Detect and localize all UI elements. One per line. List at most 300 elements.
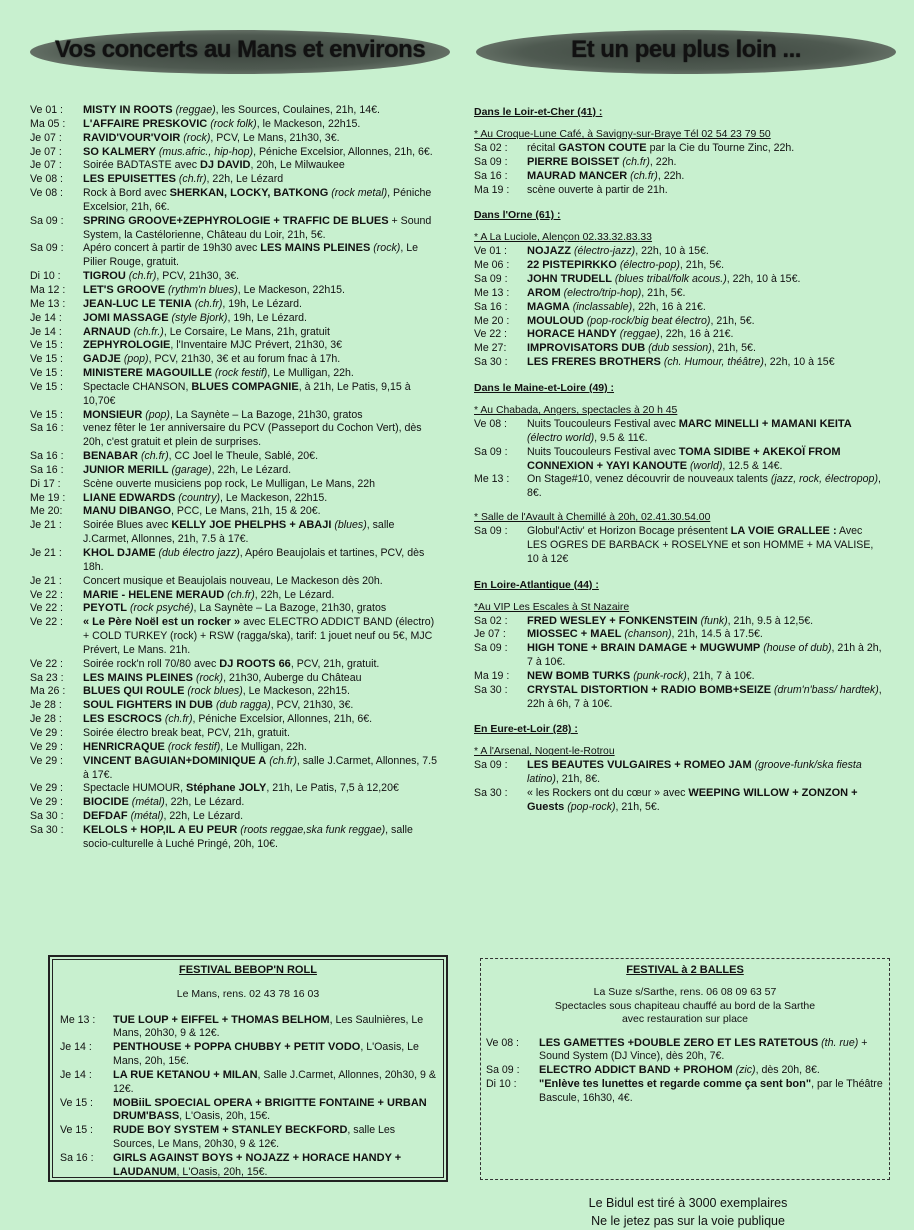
venue-name: A La Luciole, Alençon xyxy=(480,232,580,244)
event-artist: ARNAUD xyxy=(83,325,131,338)
event-genre: (pop-rock/big beat électro) xyxy=(586,314,711,327)
event-prefix: Globul'Activ' et Horizon Bocage présentent xyxy=(527,525,731,538)
event-date: Ma 26 : xyxy=(30,685,66,698)
right-event-list xyxy=(474,94,884,815)
event-details: , La Saynète – La Bazoge, 21h30, gratos xyxy=(169,408,363,421)
event-prefix: récital xyxy=(527,142,559,154)
event-date: Ve 29 : xyxy=(30,754,63,767)
event-artist: DEFDAF xyxy=(83,810,128,823)
venue-bullet: * xyxy=(474,404,481,416)
event-genre: (rock festif) xyxy=(214,367,268,380)
event-date: Ve 15 : xyxy=(30,408,63,421)
event-artist: MANU DIBANGO xyxy=(83,505,171,518)
event-text xyxy=(83,159,440,173)
event-date: Me 13 : xyxy=(474,473,510,486)
right-banner-title: Et un peu plus loin ... xyxy=(571,36,801,63)
event-artist: MINISTERE MAGOUILLE xyxy=(83,367,212,380)
event-text xyxy=(83,616,440,658)
event-details: , dès 20h, 8€. xyxy=(755,1064,820,1077)
event-date: Ve 15 : xyxy=(30,380,63,393)
event-artist: GASTON COUTE xyxy=(558,142,647,154)
event-date: Di 10 : xyxy=(30,270,61,283)
event-row xyxy=(474,759,884,787)
event-text xyxy=(527,315,884,329)
event-date: Ve 29 : xyxy=(30,740,63,753)
venue-line xyxy=(474,231,884,245)
event-genre: (zic) xyxy=(735,1064,756,1077)
event-details: , PCV, 21h30, 3€. xyxy=(270,699,354,712)
event-row xyxy=(30,381,440,409)
event-row xyxy=(486,1064,884,1078)
venue-phone: 02.33.32.83.33 xyxy=(579,232,652,244)
event-row xyxy=(30,810,440,824)
event-text xyxy=(83,242,440,270)
event-text xyxy=(527,301,884,315)
event-date: Sa 16 : xyxy=(474,300,508,313)
event-row xyxy=(30,602,440,616)
event-details: , 22h. xyxy=(657,169,685,182)
event-artist: LES EPUISETTES xyxy=(83,173,176,186)
left-banner-title: Vos concerts au Mans et environs xyxy=(54,36,426,63)
event-row xyxy=(30,824,440,852)
event-details: , 22h, 10 à 15€ xyxy=(763,356,835,369)
event-row xyxy=(30,589,440,603)
event-text xyxy=(83,589,440,603)
event-date: Ve 15 : xyxy=(60,1096,93,1109)
event-row xyxy=(30,326,440,340)
event-details: , 22h, Le Lézard. xyxy=(211,463,292,476)
region-heading: Dans le Maine-et-Loire (49) : xyxy=(474,381,615,394)
event-date: Me 13 : xyxy=(474,286,510,299)
event-text xyxy=(113,1014,436,1042)
event-text xyxy=(83,450,440,464)
event-prefix: « les Rockers ont du cœur » avec xyxy=(527,787,689,800)
event-date: Sa 30 : xyxy=(30,823,64,836)
event-details: , Péniche Excelsior, Allonnes, 21h, 6€. xyxy=(253,145,433,158)
event-artist: PIERRE BOISSET xyxy=(527,155,620,168)
event-row xyxy=(30,215,440,243)
event-text xyxy=(83,672,440,686)
event-row xyxy=(30,755,440,783)
event-details: , 21h, 5€. xyxy=(615,801,660,813)
event-text xyxy=(527,259,884,273)
event-details: , 8€. xyxy=(527,473,881,500)
event-artist: BLUES QUI ROULE xyxy=(83,685,185,698)
event-artist: LIANE EDWARDS xyxy=(83,491,176,504)
event-date: Ma 19 : xyxy=(474,183,510,196)
event-artist: SOUL FIGHTERS IN DUB xyxy=(83,699,213,712)
event-row xyxy=(30,727,440,741)
event-genre: (groove-funk/ska fiesta latino) xyxy=(527,759,862,786)
event-genre: (rock festif) xyxy=(167,740,221,753)
event-date: Ve 15 : xyxy=(60,1124,93,1137)
event-row xyxy=(30,187,440,215)
event-artist: TUE LOUP + EIFFEL + THOMAS BELHOM xyxy=(113,1013,330,1026)
event-artist: GADJE xyxy=(83,353,121,366)
event-genre: (blues) xyxy=(334,519,367,532)
event-genre: (mus.afric., hip-hop) xyxy=(158,145,254,158)
event-row xyxy=(474,628,884,642)
event-date: Sa 16 : xyxy=(60,1151,94,1164)
event-date: Ve 08 : xyxy=(474,417,507,430)
event-genre: (style Bjork) xyxy=(171,311,228,324)
event-details: , 21h30, Auberge du Château xyxy=(223,671,362,684)
event-row xyxy=(486,1037,884,1065)
event-details: , 22h, 10 à 15€. xyxy=(726,273,801,286)
event-details: , Le Pilier Rouge, gratuit. xyxy=(83,242,418,269)
venue-line xyxy=(474,128,884,142)
event-text xyxy=(83,478,440,492)
event-prefix: Soirée électro break beat, PCV, 21h, gratuit. xyxy=(83,726,290,739)
event-date: Je 28 : xyxy=(30,699,62,712)
event-text xyxy=(527,170,884,184)
event-row xyxy=(60,1097,436,1125)
event-details: , 21h, Le Patis, 7,5 à 12,20€ xyxy=(266,782,399,795)
event-date: Sa 16 : xyxy=(30,450,64,463)
event-row xyxy=(30,464,440,478)
event-text xyxy=(83,104,440,118)
event-genre: (rock metal) xyxy=(331,187,388,200)
event-details: , PCV, Le Mans, 21h30, 3€. xyxy=(210,131,340,144)
event-genre: (électro-pop) xyxy=(619,259,680,272)
event-details: , PCV, 21h30, 3€. xyxy=(156,270,240,283)
venue-bullet: * xyxy=(474,232,481,244)
event-text xyxy=(113,1124,436,1152)
footer-line-2: Ne le jetez pas sur la voie publique xyxy=(591,1214,785,1228)
event-date: Sa 02 : xyxy=(474,614,508,627)
event-row xyxy=(30,284,440,298)
event-date: Me 13 : xyxy=(30,297,66,310)
event-genre: (chanson) xyxy=(624,628,672,641)
event-artist: CRYSTAL DISTORTION + RADIO BOMB+SEIZE xyxy=(527,683,772,696)
venue-name: Salle de l'Avault à Chemillé à 20h xyxy=(480,512,636,524)
event-text xyxy=(83,796,440,810)
event-artist: TOMA SIDIBE + AKEKOÏ FROM CONNEXION + YAYI KANOUTE xyxy=(527,445,841,472)
event-row xyxy=(474,342,884,356)
event-artist: LA RUE KETANOU + MILAN xyxy=(113,1068,258,1081)
event-artist: LES ESCROCS xyxy=(83,713,162,726)
event-text xyxy=(83,284,440,298)
event-date: Je 21 : xyxy=(30,519,62,532)
event-artist: SPRING GROOVE+ZEPHYROLOGIE + TRAFFIC DE BLUES xyxy=(83,214,389,227)
event-text xyxy=(83,713,440,727)
event-text xyxy=(527,615,884,629)
festival-2-balles-title: FESTIVAL à 2 BALLES xyxy=(626,964,744,976)
event-text xyxy=(83,146,440,160)
event-artist: MARC MINELLI + MAMANI KEITA xyxy=(678,417,852,430)
event-artist: "Enlève tes lunettes et regarde comme ça sent bon" xyxy=(539,1078,812,1091)
event-details: , PCV, 21h30, 3€ et au forum fnac à 17h. xyxy=(148,353,341,366)
event-row xyxy=(474,184,884,198)
event-details: , le Mackeson, 22h15. xyxy=(256,117,361,130)
event-text xyxy=(527,287,884,301)
event-details: , 21h, 8€. xyxy=(555,773,601,786)
event-genre: (jazz, rock, électropop) xyxy=(770,473,878,486)
event-row xyxy=(30,616,440,658)
event-text xyxy=(527,356,884,370)
venue-line xyxy=(474,404,884,418)
event-date: Sa 16 : xyxy=(30,422,64,435)
event-row xyxy=(30,339,440,353)
event-date: Je 14 : xyxy=(30,325,62,338)
event-date: Je 14 : xyxy=(60,1068,92,1081)
event-details: + Sound System (DJ Vince), dès 20h, 7€. xyxy=(539,1036,868,1063)
event-artist: VINCENT BAGUIAN+DOMINIQUE A xyxy=(83,754,267,767)
event-artist: MOBiiL SPOECIAL OPERA + BRIGITTE FONTAINE + URBAN DRUM'BASS xyxy=(113,1096,427,1123)
event-row xyxy=(474,301,884,315)
event-artist: MISTY IN ROOTS xyxy=(83,104,173,116)
event-genre: (pop-rock) xyxy=(567,801,616,813)
event-details: , L'Oasis, Le Mans, 20h, 15€. xyxy=(113,1041,419,1068)
event-text xyxy=(83,215,440,243)
event-row xyxy=(474,273,884,287)
region-heading: Dans l'Orne (61) : xyxy=(474,209,561,222)
event-artist: MAGMA xyxy=(527,300,570,313)
event-details: , Le Mulligan, 22h. xyxy=(267,367,354,380)
event-artist: PEYOTL xyxy=(83,602,128,615)
event-details: , Apéro Beaujolais et tartines, PCV, dès 18h. xyxy=(83,547,425,573)
event-artist: « Le Père Noël est un rocker » xyxy=(83,616,241,629)
event-row xyxy=(30,519,440,547)
event-artist: ELECTRO ADDICT BAND + PROHOM xyxy=(539,1064,733,1077)
event-row xyxy=(474,684,884,712)
event-text xyxy=(83,575,440,589)
event-details: , Péniche Excelsior, 21h, 6€. xyxy=(83,187,432,213)
event-text xyxy=(527,342,884,356)
event-text xyxy=(113,1041,436,1069)
event-date: Sa 09 : xyxy=(474,155,508,168)
event-artist: LES MAINS PLEINES xyxy=(260,242,371,255)
event-details: Avec LES OGRES DE BARBACK + ROSELYNE et son HOMME + MA VALISE, 10 à 12€ xyxy=(527,525,874,565)
event-text xyxy=(83,505,440,519)
event-artist: PENTHOUSE + POPPA CHUBBY + PETIT VODO xyxy=(113,1041,361,1054)
event-row xyxy=(474,328,884,342)
event-text xyxy=(527,328,884,342)
event-date: Ve 22 : xyxy=(474,328,507,341)
event-details: , 21h, 9.5 à 12,5€. xyxy=(727,614,814,627)
event-details: , Le Mackeson, 22h15. xyxy=(220,491,328,504)
event-row xyxy=(474,156,884,170)
event-text xyxy=(527,642,884,670)
event-text xyxy=(83,381,440,409)
event-date: Sa 30 : xyxy=(474,356,508,369)
event-details: + Sound System, la Castélorienne, Château du Loir, 21h, 5€. xyxy=(83,214,432,241)
event-artist: KELOLS + HOP,IL A EU PEUR xyxy=(83,823,238,836)
event-text xyxy=(83,464,440,478)
event-text xyxy=(539,1037,884,1065)
event-details: , 19h, Le Lézard. xyxy=(222,297,302,310)
event-date: Sa 09 : xyxy=(30,242,64,255)
event-artist: HENRICRAQUE xyxy=(83,740,165,753)
event-artist: JEAN-LUC LE TENIA xyxy=(83,297,192,310)
venue-name: Au VIP Les Escales à St Nazaire xyxy=(478,601,630,613)
event-date: Je 07 : xyxy=(30,131,62,144)
event-artist: BLUES COMPAGNIE xyxy=(191,380,299,393)
event-genre: (dub électro jazz) xyxy=(158,547,240,559)
event-row xyxy=(30,478,440,492)
event-text xyxy=(527,684,884,712)
event-text xyxy=(527,473,884,501)
event-genre: (rock) xyxy=(195,671,224,684)
event-row xyxy=(30,118,440,132)
event-prefix: Apéro concert à partir de 19h30 avec xyxy=(83,242,261,255)
event-text xyxy=(83,547,440,575)
event-row xyxy=(30,672,440,686)
event-genre: (rythm'n blues) xyxy=(168,283,238,296)
event-text xyxy=(539,1064,884,1078)
event-genre: (électro-jazz) xyxy=(573,245,636,258)
event-date: Ma 19 : xyxy=(474,669,510,682)
event-details: , 21h, 14.5 à 17.5€. xyxy=(671,628,763,641)
venue-line xyxy=(474,511,884,525)
footer-line-1: Le Bidul est tiré à 3000 exemplaires xyxy=(588,1196,788,1210)
event-text xyxy=(527,142,884,156)
event-text xyxy=(83,173,440,187)
event-row xyxy=(474,287,884,301)
event-genre: (reggae) xyxy=(175,104,216,116)
event-row xyxy=(30,492,440,506)
event-genre: (ch.fr) xyxy=(140,450,169,463)
event-details: , 22h, Le Lézard. xyxy=(163,810,244,823)
event-row xyxy=(30,713,440,727)
venue-line xyxy=(474,745,884,759)
event-artist: IMPROVISATORS DUB xyxy=(527,342,646,355)
event-date: Sa 09 : xyxy=(474,525,508,538)
event-row xyxy=(30,450,440,464)
event-row xyxy=(60,1152,436,1180)
event-genre: (house of dub) xyxy=(763,642,832,655)
event-date: Sa 09 : xyxy=(486,1064,520,1077)
region-heading: En Eure-et-Loir (28) : xyxy=(474,723,578,736)
event-prefix: scène ouverte à partir de 21h. xyxy=(527,183,668,196)
event-details: , Salle J.Carmet, Allonnes, 20h30, 9 & 12€. xyxy=(113,1068,436,1095)
event-details: , L'Oasis, 20h, 15€. xyxy=(176,1165,268,1178)
event-genre: (ch.fr.) xyxy=(133,325,164,338)
event-text xyxy=(83,727,440,741)
event-row xyxy=(474,259,884,273)
event-artist: Stéphane JOLY xyxy=(186,782,267,795)
event-artist: LES BEAUTES VULGAIRES + ROMEO JAM xyxy=(527,759,752,772)
event-genre: (rock psyché) xyxy=(129,602,194,615)
event-text xyxy=(527,759,884,787)
event-artist: 22 PISTEPIRKKO xyxy=(527,259,617,272)
event-row xyxy=(30,312,440,326)
event-details: , 22h, 16 à 21€. xyxy=(659,328,734,341)
event-text xyxy=(83,699,440,713)
event-details: , CC Joel le Theule, Sablé, 20€. xyxy=(168,450,319,463)
event-artist: DJ ROOTS 66 xyxy=(219,657,291,670)
venue-bullet: * xyxy=(474,746,481,758)
event-artist: NOJAZZ xyxy=(527,245,571,258)
event-text xyxy=(83,298,440,312)
festival-2-balles-list xyxy=(486,1037,884,1106)
event-artist: MONSIEUR xyxy=(83,408,143,421)
event-details: , Les Saulnières, Le Mans, 20h30, 9 & 12€. xyxy=(113,1013,424,1040)
event-date: Ve 22 : xyxy=(30,657,63,670)
event-details: , 22h, Le Lézard. xyxy=(164,796,245,809)
event-details: , 22h. xyxy=(649,155,677,168)
event-artist: L'AFFAIRE PRESKOVIC xyxy=(83,117,208,130)
region-heading: En Loire-Atlantique (44) : xyxy=(474,578,599,591)
event-date: Me 06 : xyxy=(474,259,510,272)
event-prefix: Soirée rock'n roll 70/80 avec xyxy=(83,657,220,670)
event-row xyxy=(30,547,440,575)
event-row xyxy=(60,1014,436,1042)
event-prefix: Scène ouverte musiciens pop rock, Le Mulligan, Le Mans, 22h xyxy=(83,477,376,490)
event-artist: LES MAINS PLEINES xyxy=(83,671,194,684)
event-text xyxy=(113,1152,436,1180)
event-date: Je 21 : xyxy=(30,547,62,559)
event-genre: (ch.fr) xyxy=(128,270,157,283)
event-date: Di 17 : xyxy=(30,477,61,490)
event-date: Ve 08 : xyxy=(30,173,63,186)
event-details: , 21h, 5€. xyxy=(711,342,756,355)
event-text xyxy=(527,525,884,567)
event-details: , 21h, 5€. xyxy=(679,259,725,272)
event-text xyxy=(83,422,440,450)
event-details: avec ELECTRO ADDICT BAND (électro) + COLD TURKEY (rock) + RSW (ragga/ska), tarif: 1 jouet neuf ou 5€, MJC Prévert, Le Mans. 21h. xyxy=(83,616,435,656)
event-artist: LET'S GROOVE xyxy=(83,283,166,296)
event-text xyxy=(527,184,884,198)
event-row xyxy=(30,741,440,755)
event-genre: (garage) xyxy=(171,463,212,476)
event-prefix: Concert musique et Beaujolais nouveau, Le Mackeson dès 20h. xyxy=(83,574,383,587)
event-genre: (dub session) xyxy=(648,342,712,355)
event-prefix: Rock à Bord avec xyxy=(83,187,170,200)
event-row xyxy=(30,782,440,796)
event-date: Je 07 : xyxy=(474,628,506,641)
event-genre: (ch.fr) xyxy=(227,588,255,601)
event-text xyxy=(83,270,440,284)
event-date: Sa 09 : xyxy=(474,759,508,772)
event-text xyxy=(527,418,884,446)
festival-2-balles-info1: La Suze s/Sarthe, rens. 06 08 09 63 57 xyxy=(593,986,777,998)
event-text xyxy=(83,187,440,215)
event-text xyxy=(527,273,884,287)
event-date: Ve 08 : xyxy=(486,1036,519,1049)
event-details: , 9.5 & 11€. xyxy=(594,431,648,444)
venue-name: Au Chabada, Angers, spectacles à 20 h 45 xyxy=(480,404,678,416)
event-row xyxy=(30,270,440,284)
event-details: , 21h, 5€. xyxy=(710,314,755,327)
event-row xyxy=(30,104,440,118)
event-prefix: Soirée Blues avec xyxy=(83,519,172,532)
event-artist: LA VOIE GRALLEE : xyxy=(730,525,837,538)
event-date: Sa 30 : xyxy=(474,683,508,696)
event-row xyxy=(30,658,440,672)
event-artist: KHOL DJAME xyxy=(83,547,156,559)
event-artist: JOMI MASSAGE xyxy=(83,311,169,324)
event-artist: AROM xyxy=(527,286,561,299)
event-genre: (th. rue) xyxy=(821,1036,859,1049)
event-details: , 21h, 7 à 10€. xyxy=(686,669,755,682)
event-details: , 20h, Le Milwaukee xyxy=(250,159,345,172)
event-details: , 21h, 5€. xyxy=(641,286,686,299)
event-date: Sa 09 : xyxy=(474,273,508,286)
event-artist: RUDE BOY SYSTEM + STANLEY BECKFORD xyxy=(113,1124,348,1137)
event-artist: WEEPING WILLOW + ZONZON + Guests xyxy=(527,787,858,813)
event-date: Ve 22 : xyxy=(30,602,63,615)
event-details: , les Sources, Coulaines, 21h, 14€. xyxy=(215,104,380,116)
event-prefix: venez fêter le 1er anniversaire du PCV (Passeport du Cochon Vert), dès 20h, c'est gratuit et plein de surprises. xyxy=(83,422,422,449)
event-genre: (reggae) xyxy=(619,328,660,341)
event-artist: BIOCIDE xyxy=(83,796,129,809)
event-genre: (pop) xyxy=(145,408,170,421)
venue-bullet: * xyxy=(474,129,481,140)
event-details: , Le Mulligan, 22h. xyxy=(220,740,307,753)
event-genre: (ch.fr) xyxy=(630,169,658,182)
event-text xyxy=(83,492,440,506)
